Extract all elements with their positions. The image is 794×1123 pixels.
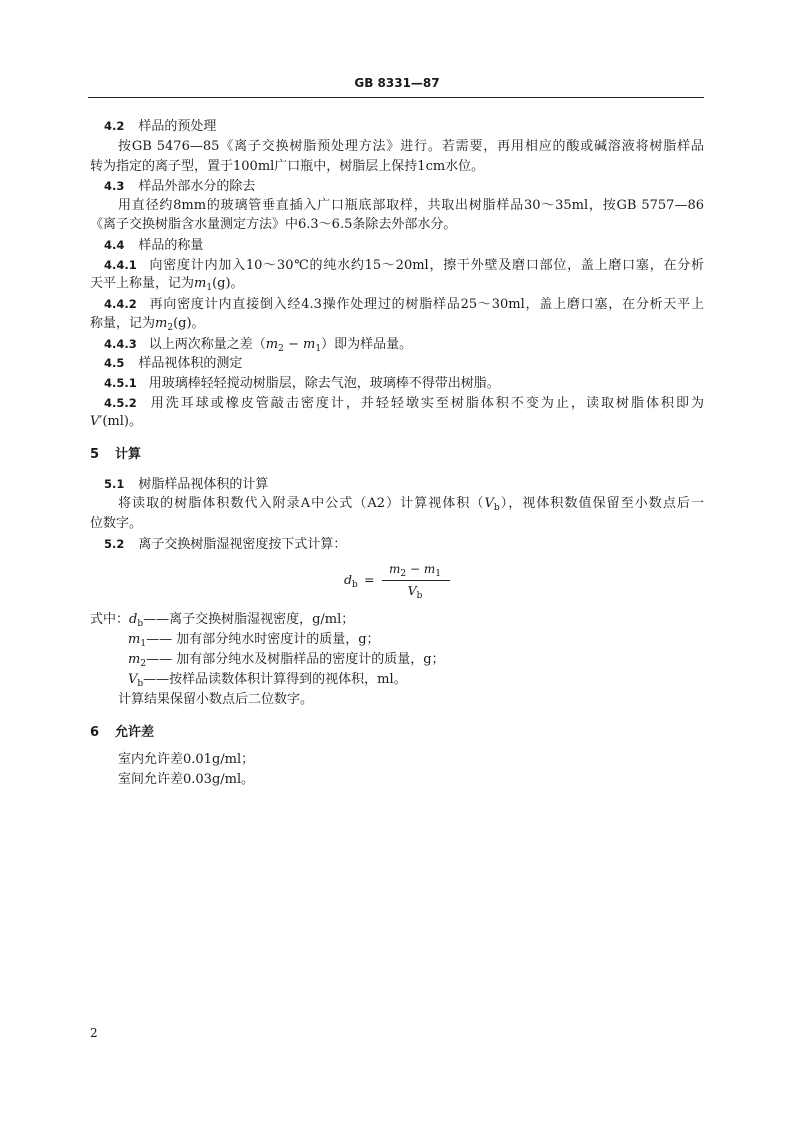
chapter-number: 5 — [90, 447, 100, 462]
paragraph-text: 称量，记为 — [90, 316, 156, 331]
symbol-d: d — [129, 612, 138, 627]
section-number: 4.4 — [104, 238, 125, 252]
section-heading-4-5 — [104, 354, 242, 373]
tolerance-indoor: 室内允许差0.01g/ml； — [118, 752, 255, 767]
symbol-m2: m — [265, 337, 279, 352]
section-heading-5-2 — [104, 535, 346, 554]
symbol-v: V — [128, 672, 138, 687]
paragraph-line — [90, 413, 142, 431]
formula-d: d — [344, 572, 353, 587]
formula-minus: − — [406, 562, 424, 576]
symbol-subscript: 1 — [140, 639, 147, 649]
section-title: 样品的预处理 — [138, 119, 217, 134]
paragraph-4-5-2-line1 — [104, 394, 704, 413]
symbol-m: m — [155, 316, 168, 331]
where-intro: 式中： — [90, 612, 130, 627]
chapter-title: 允许差 — [115, 725, 155, 740]
density-formula — [344, 560, 454, 600]
section-number: 4.4.3 — [104, 337, 137, 351]
formula-v: V — [407, 583, 417, 598]
section-number: 4.4.1 — [104, 258, 137, 272]
minus-sign: − — [283, 337, 303, 352]
paragraph-4-5-1 — [104, 374, 500, 393]
symbol-subscript: 2 — [167, 323, 174, 333]
section-number: 5.2 — [104, 537, 125, 551]
section-heading-4-3 — [104, 177, 255, 196]
section-title: 样品视体积的测定 — [138, 356, 243, 371]
formula-subscript: 2 — [400, 569, 407, 579]
paragraph-text: 天平上称量，记为 — [90, 276, 195, 291]
paragraph-text: (g)。 — [212, 276, 244, 291]
section-title: 树脂样品视体积的计算 — [138, 477, 269, 492]
symbol-m: m — [194, 276, 207, 291]
paragraph-line: 按GB 5476—85《离子交换树脂预处理方法》进行。若需要，再用相应的酸或碱溶液将树脂样品 — [118, 139, 704, 154]
symbol-subscript: b — [493, 503, 500, 513]
section-heading-5-1 — [104, 475, 268, 494]
paragraph-5-1-line1 — [118, 495, 704, 513]
paragraph-text: ），视体积数值保留至小数点后一 — [499, 496, 704, 511]
where-line-d — [90, 611, 354, 629]
fraction-bar — [382, 580, 450, 581]
formula-m1: m — [423, 562, 436, 576]
symbol-m1: m — [303, 337, 316, 352]
formula-lhs — [344, 572, 358, 590]
where-line-m2 — [128, 651, 445, 669]
section-number: 4.5 — [104, 356, 125, 370]
formula-equals: = — [364, 572, 375, 587]
paragraph-text: (ml)。 — [102, 414, 142, 429]
paragraph-4-4-2-line1 — [104, 295, 704, 314]
section-number: 5.1 — [104, 477, 125, 491]
section-number: 4.2 — [104, 119, 125, 133]
definition-text: —— 加有部分纯水及树脂样品的密度计的质量，g； — [146, 652, 445, 667]
formula-subscript: b — [352, 580, 358, 590]
definition-text: —— 加有部分纯水时密度计的质量，g； — [146, 632, 380, 647]
paragraph-line: 转为指定的离子型，置于100ml广口瓶中，树脂层上保持1cm水位。 — [90, 159, 485, 174]
rounding-note: 计算结果保留小数点后二位数字。 — [118, 692, 314, 707]
paragraph-line — [90, 315, 205, 333]
symbol-subscript: 1 — [315, 344, 322, 354]
section-number: 4.3 — [104, 179, 125, 193]
symbol-m: m — [128, 632, 141, 647]
paragraph-text: 用洗耳球或橡皮管敲击密度计，并轻轻墩实至树脂体积不变为止，读取树脂体积即为 — [148, 396, 704, 411]
definition-text: ——离子交换树脂湿视密度，g/ml； — [143, 612, 355, 627]
chapter-heading-5 — [90, 446, 141, 464]
paragraph-text: 用玻璃棒轻轻搅动树脂层，除去气泡，玻璃棒不得带出树脂。 — [148, 376, 500, 391]
paragraph-text: 以上两次称量之差（ — [148, 337, 266, 352]
paragraph-line: 位数字。 — [90, 516, 143, 531]
section-title: 离子交换树脂湿视密度按下式计算： — [138, 537, 347, 552]
paragraph-4-4-1-line1 — [104, 256, 704, 275]
page-header: GB 8331—87 — [354, 76, 440, 90]
section-number: 4.4.2 — [104, 297, 137, 311]
section-heading-4-2 — [104, 117, 216, 136]
formula-m2: m — [389, 562, 401, 576]
header-rule — [88, 97, 704, 98]
definition-text: ——按样品读数体积计算得到的视体积，ml。 — [143, 672, 407, 687]
symbol-subscript: 2 — [278, 344, 284, 354]
chapter-title: 计算 — [115, 447, 142, 462]
chapter-heading-6 — [90, 724, 154, 742]
paragraph-line: 用直径约8mm的玻璃管垂直插入广口瓶底部取样，共取出树脂样品30～35ml，按GB 5757—86 — [118, 198, 704, 213]
formula-numerator — [384, 562, 446, 579]
paragraph-line — [90, 275, 244, 293]
section-title: 样品的称量 — [138, 238, 204, 253]
where-line-vb — [128, 671, 407, 689]
paragraph-text: 向密度计内加入10～30℃的纯水约15～20ml，擦干外壁及磨口部位，盖上磨口塞，在分析 — [148, 258, 704, 273]
formula-subscript: 1 — [435, 569, 441, 579]
tolerance-interlab: 室间允许差0.03g/ml。 — [118, 772, 255, 787]
section-number: 4.5.2 — [104, 396, 137, 410]
paragraph-line: 《离子交换树脂含水量测定方法》中6.3～6.5条除去外部水分。 — [90, 217, 457, 232]
symbol-subscript: b — [137, 619, 144, 629]
chapter-number: 6 — [90, 725, 100, 740]
section-heading-4-4 — [104, 236, 203, 255]
paragraph-text: 将读取的树脂体积数代入附录A中公式（A2）计算视体积（ — [118, 496, 485, 511]
symbol-m: m — [128, 652, 141, 667]
paragraph-text: ）即为样品量。 — [321, 337, 413, 352]
paragraph-text: 再向密度计内直接倒入经4.3操作处理过的树脂样品25～30ml，盖上磨口塞，在分析天平上 — [148, 297, 704, 312]
symbol-subscript: b — [137, 679, 144, 689]
symbol-subscript: 2 — [140, 659, 147, 669]
paragraph-4-4-3 — [104, 335, 412, 354]
symbol-v-prime: V′ — [90, 414, 103, 429]
symbol-vb: V — [484, 496, 494, 511]
page-number: 2 — [90, 1026, 98, 1040]
section-number: 4.5.1 — [104, 376, 137, 390]
formula-subscript: b — [416, 591, 423, 601]
formula-denominator — [384, 583, 446, 601]
symbol-subscript: 1 — [206, 283, 213, 293]
where-line-m1 — [128, 631, 380, 649]
paragraph-text: (g)。 — [173, 316, 205, 331]
section-title: 样品外部水分的除去 — [138, 179, 256, 194]
